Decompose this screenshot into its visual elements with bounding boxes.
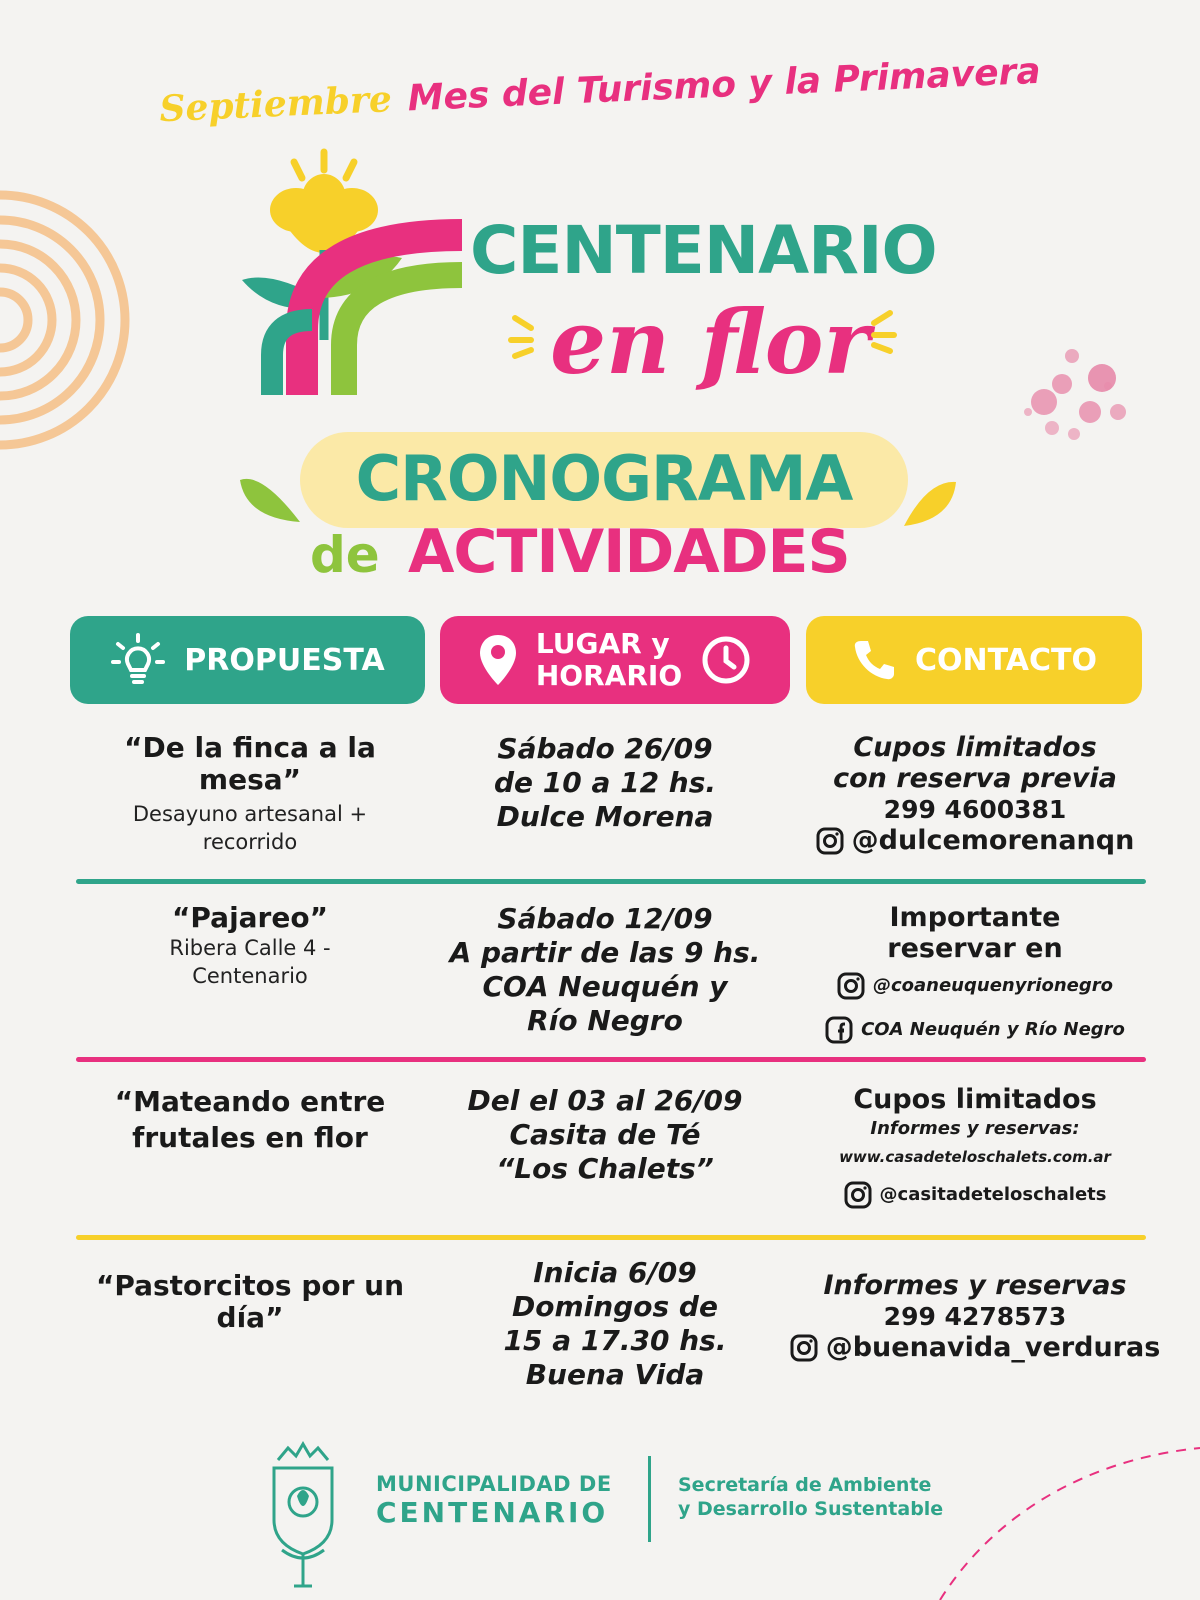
row3-propuesta [110,1084,390,1156]
title-centenario: CENTENARIO [470,212,937,289]
actividades-title: ACTIVIDADES [408,517,850,587]
row2-instagram-link[interactable] [790,972,1160,1000]
row1-phone[interactable]: 299 4600381 [883,795,1067,824]
tagline-text: Mes del Turismo y la Primavera [406,50,1042,119]
row4-when-3: 15 a 17.30 hs. [503,1324,727,1357]
row4-when-4: Buena Vida [525,1358,705,1391]
row4-phone[interactable]: 299 4278573 [883,1302,1067,1331]
cronograma-title: CRONOGRAMA [355,442,853,515]
row1-instagram-link[interactable] [790,825,1160,856]
instagram-icon [844,1181,872,1209]
row3-instagram-handle: @casitadeteloschalets [879,1184,1107,1205]
dashed-curve-decoration [880,1440,1200,1600]
top-tagline [139,30,1062,150]
row1-when-1: Sábado 26/09 [497,732,713,765]
row1-instagram-handle: @dulcemorenanqn [851,825,1135,856]
sparkle-left-icon [505,310,555,360]
row2-facebook-link[interactable] [790,1016,1160,1044]
row3-when-2: Casita de Té [509,1118,701,1151]
row2-when-4: Río Negro [527,1004,683,1037]
location-pin-icon [478,633,518,687]
row4-propuesta [90,1270,410,1334]
row4-instagram-link[interactable] [790,1332,1160,1363]
footer-divider [648,1456,651,1542]
row3-contacto [790,1084,1160,1209]
secretaria-line2: y Desarrollo Sustentable [678,1498,944,1520]
row1-contacto [790,732,1160,856]
row2-lugar [430,902,780,1038]
header-contacto [806,616,1142,704]
row2-title: “Pajareo” [172,901,328,934]
row2-instagram-handle: @coaneuquenyrionegro [872,975,1114,996]
row2-subtitle: Ribera Calle 4 - Centenario [169,936,331,988]
row2-propuesta [90,902,410,990]
phone-icon [851,637,897,683]
dots-decoration [1010,340,1150,480]
row1-contact-line1: Cupos limitados [853,732,1097,763]
lightbulb-icon [110,632,166,688]
instagram-icon [837,972,865,1000]
facebook-icon [825,1016,853,1044]
separator-yellow [76,1235,1146,1240]
row4-instagram-handle: @buenavida_verduras [825,1332,1161,1363]
row1-contact-line2: con reserva previa [833,763,1117,794]
row2-contact-line2: reservar en [887,933,1063,964]
row2-contacto [790,902,1160,1044]
row4-when-1: Inicia 6/09 [533,1256,697,1289]
separator-pink [76,1057,1146,1062]
row1-lugar [440,732,770,834]
instagram-icon [790,1334,818,1362]
contacto-label: CONTACTO [915,642,1097,678]
row3-website-link[interactable]: www.casadeteloschalets.com.ar [839,1148,1111,1166]
lugar-label-line2: HORARIO [535,659,683,692]
row4-lugar [440,1256,790,1392]
separator-teal [76,879,1146,884]
row2-facebook-name: COA Neuquén y Río Negro [861,1019,1125,1040]
row4-title: “Pastorcitos por un día” [95,1269,405,1334]
row3-when-3: “Los Chalets” [496,1152,714,1185]
row3-lugar [430,1084,780,1186]
row4-contact-line1: Informes y reservas [823,1270,1127,1301]
instagram-icon [816,827,844,855]
month-label: Septiembre [158,78,393,131]
header-lugar-horario [440,616,790,704]
secretaria-line1: Secretaría de Ambiente [678,1474,932,1496]
row2-contact-line1: Importante [889,902,1061,933]
lugar-label-line1: LUGAR y [535,627,670,660]
row1-when-3: Dulce Morena [496,800,714,833]
sparkle-right-icon [850,305,900,355]
municipal-crest-icon [268,1440,338,1590]
row1-propuesta [90,732,410,856]
de-word: de [310,526,380,584]
spiral-decoration [0,170,170,470]
row3-contact-line2: Informes y reservas: [870,1118,1080,1139]
leaf-left-icon [232,462,302,542]
municipality-line1: MUNICIPALIDAD DE [376,1472,612,1496]
title-en-flor: en flor [550,290,870,394]
row3-title: “Mateando entre frutales en flor [114,1085,386,1154]
row2-when-3: COA Neuquén y [482,970,728,1003]
row2-when-1: Sábado 12/09 [497,902,713,935]
clock-icon [700,634,752,686]
row1-title: “De la finca a la mesa” [124,731,376,796]
row3-when-1: Del el 03 al 26/09 [467,1084,743,1117]
header-propuesta [70,616,425,704]
row3-instagram-link[interactable] [790,1181,1160,1209]
leaf-right-icon [900,470,960,540]
row3-contact-line1: Cupos limitados [853,1084,1097,1115]
row4-contacto [790,1270,1160,1363]
row1-subtitle: Desayuno artesanal + recorrido [132,802,368,854]
municipality-line2: CENTENARIO [376,1496,609,1529]
row4-when-2: Domingos de [512,1290,718,1323]
row2-when-2: A partir de las 9 hs. [449,936,761,969]
row1-when-2: de 10 a 12 hs. [493,766,717,799]
flower-rainbow-logo-icon [232,140,472,410]
propuesta-label: PROPUESTA [184,642,385,678]
